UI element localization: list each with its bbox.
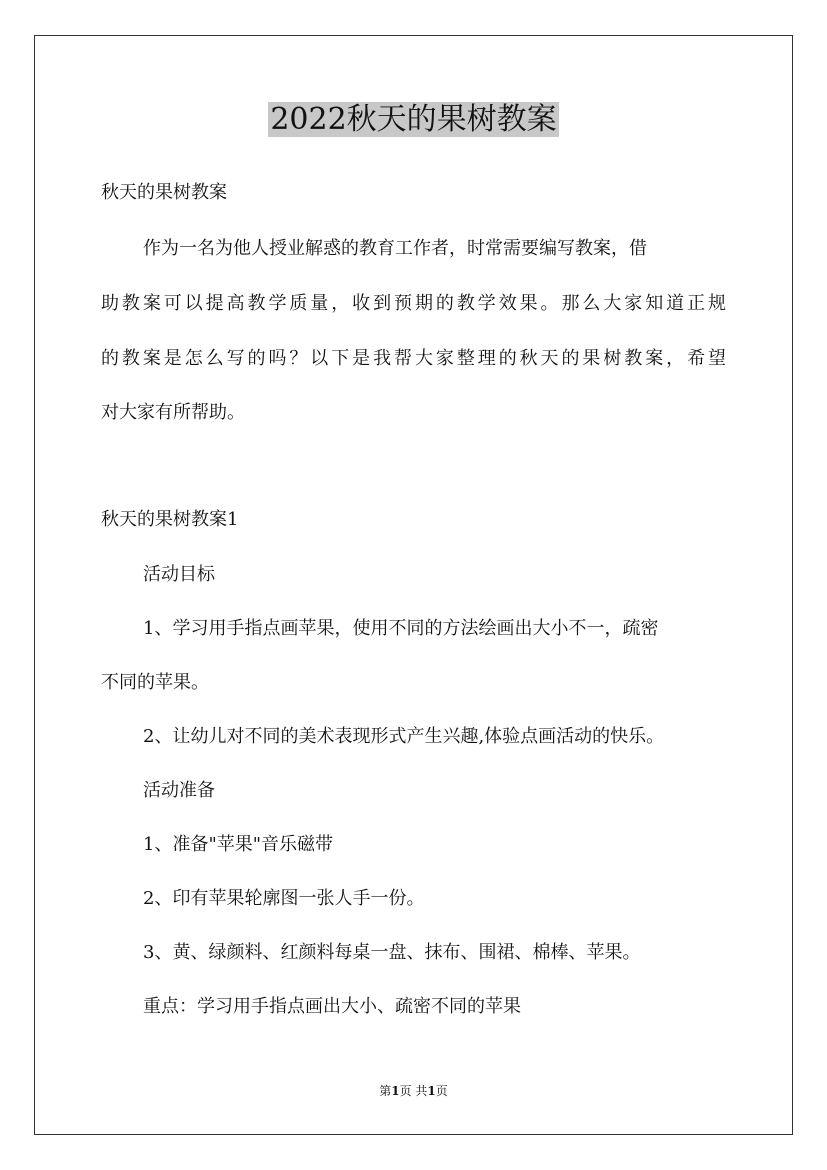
key-point: 重点：学习用手指点画出大小、疏密不同的苹果 [143,996,521,1017]
intro-line-3: 的教案是怎么写的吗？以下是我帮大家整理的秋天的果树教案，希望 [101,348,726,369]
page-footer [0,1083,827,1099]
footer-prefix: 第 [379,1084,392,1098]
intro-line-1: 作为一名为他人授业解惑的教育工作者，时常需要编写教案，借 [143,238,647,259]
intro-line-2: 助教案可以提高教学质量，收到预期的教学效果。那么大家知道正规 [101,293,726,314]
subtitle: 秋天的果树教案 [101,182,227,203]
intro-line-4: 对大家有所帮助。 [101,402,245,423]
footer-mid: 页 共 [399,1084,428,1098]
goal-1-line-1: 1、学习用手指点画苹果，使用不同的方法绘画出大小不一，疏密 [143,618,659,639]
prep-item-3: 3、黄、绿颜料、红颜料每桌一盘、抹布、围裙、棉棒、苹果。 [143,942,641,963]
goals-heading: 活动目标 [143,564,215,585]
document-title [0,98,827,142]
prep-item-1: 1、准备"苹果"音乐磁带 [143,834,334,855]
footer-page-number: 1 [391,1084,400,1098]
footer-suffix: 页 [435,1084,448,1098]
footer-total-pages: 1 [427,1084,436,1098]
goal-1-line-2: 不同的苹果。 [101,672,209,693]
goal-2: 2、让幼儿对不同的美术表现形式产生兴趣,体验点画活动的快乐。 [143,726,665,747]
prep-heading: 活动准备 [143,780,215,801]
section-heading: 秋天的果树教案1 [101,509,239,530]
prep-item-2: 2、印有苹果轮廓图一张人手一份。 [143,888,425,909]
document-title-text: 2022秋天的果树教案 [270,102,557,137]
